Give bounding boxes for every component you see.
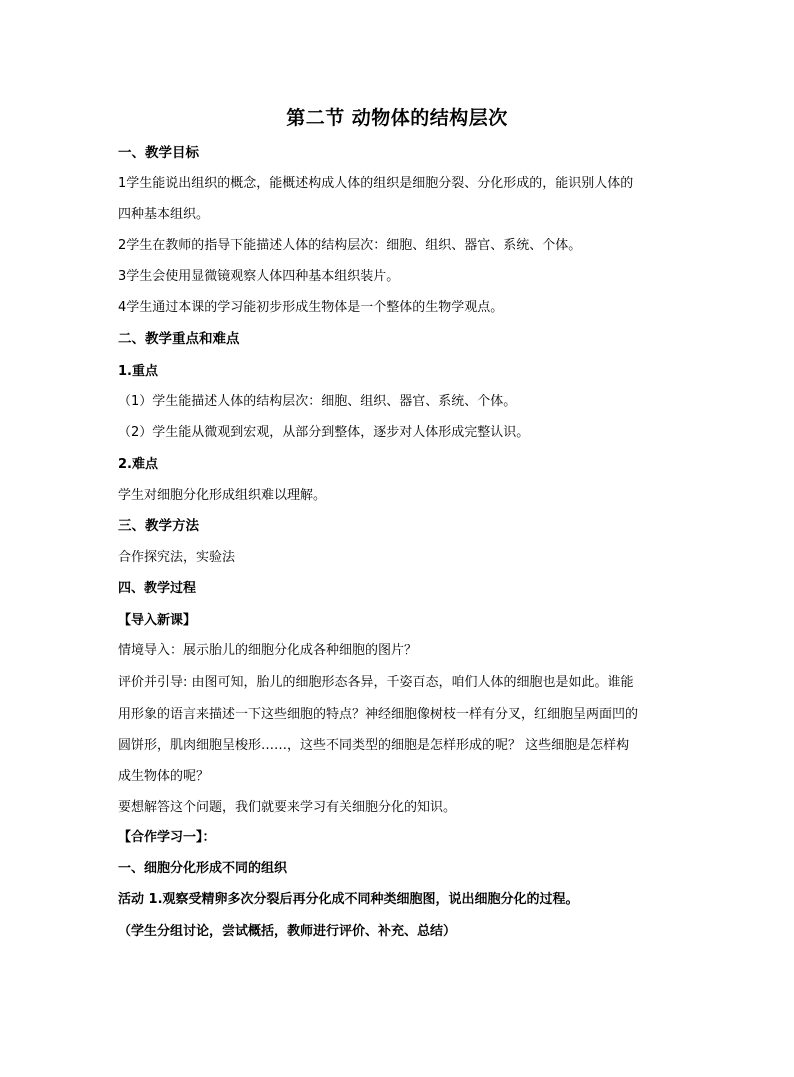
paragraph-line: （学生分组讨论，尝试概括，教师进行评价、补充、总结）: [118, 924, 457, 939]
section-heading: 一、教学目标: [118, 145, 199, 161]
paragraph-line: 【合作学习一】：: [118, 830, 216, 845]
page-title: 第二节 动物体的结构层次: [286, 107, 508, 129]
section-heading: 二、教学重点和难点: [118, 331, 240, 347]
paragraph-line: 四种基本组织。: [118, 207, 210, 222]
paragraph-line: 3学生会使用显微镜观察人体四种基本组织装片。: [118, 269, 400, 284]
paragraph-line: 学生对细胞分化形成组织难以理解。: [118, 488, 327, 503]
paragraph-line: 一、细胞分化形成不同的组织: [118, 861, 288, 876]
paragraph-line: 要想解答这个问题，我们就要来学习有关细胞分化的知识。: [118, 800, 457, 815]
paragraph-line: 2学生在教师的指导下能描述人体的结构层次：细胞、组织、器官、系统、个体。: [118, 238, 582, 253]
paragraph-line: 4学生通过本课的学习能初步形成生物体是一个整体的生物学观点。: [118, 300, 504, 315]
paragraph-line: 1学生能说出组织的概念，能概述构成人体的组织是细胞分裂、分化形成的，能识别人体的: [118, 176, 634, 191]
paragraph-line: 情境导入：展示胎儿的细胞分化成各种细胞的图片？: [118, 643, 418, 658]
paragraph-line: 圆饼形，肌肉细胞呈梭形……，这些不同类型的细胞是怎样形成的呢？ 这些细胞是怎样构: [118, 738, 630, 753]
paragraph-line: （2）学生能从微观到宏观，从部分到整体，逐步对人体形成完整认识。: [118, 425, 530, 440]
paragraph-line: 成生物体的呢？: [118, 769, 210, 784]
paragraph-line: 评价并引导: 由图可知，胎儿的细胞形态各异，千姿百态，咱们人体的细胞也是如此。谁能: [118, 675, 634, 690]
section-heading: 三、教学方法: [118, 518, 199, 534]
paragraph-line: 合作探究法，实验法: [118, 550, 236, 565]
paragraph-line: 1.重点: [118, 364, 158, 379]
paragraph-line: 2.难点: [118, 457, 158, 472]
paragraph-line: 活动 1.观察受精卵多次分裂后再分化成不同种类细胞图，说出细胞分化的过程。: [118, 892, 579, 907]
paragraph-line: 用形象的语言来描述一下这些细胞的特点？神经细胞像树枝一样有分叉，红细胞呈两面凹的: [118, 707, 639, 722]
paragraph-line: （1）学生能描述人体的结构层次：细胞、组织、器官、系统、个体。: [118, 394, 517, 409]
paragraph-line: 【导入新课】: [118, 613, 197, 628]
paragraph-line: 四、教学过程: [118, 581, 197, 596]
